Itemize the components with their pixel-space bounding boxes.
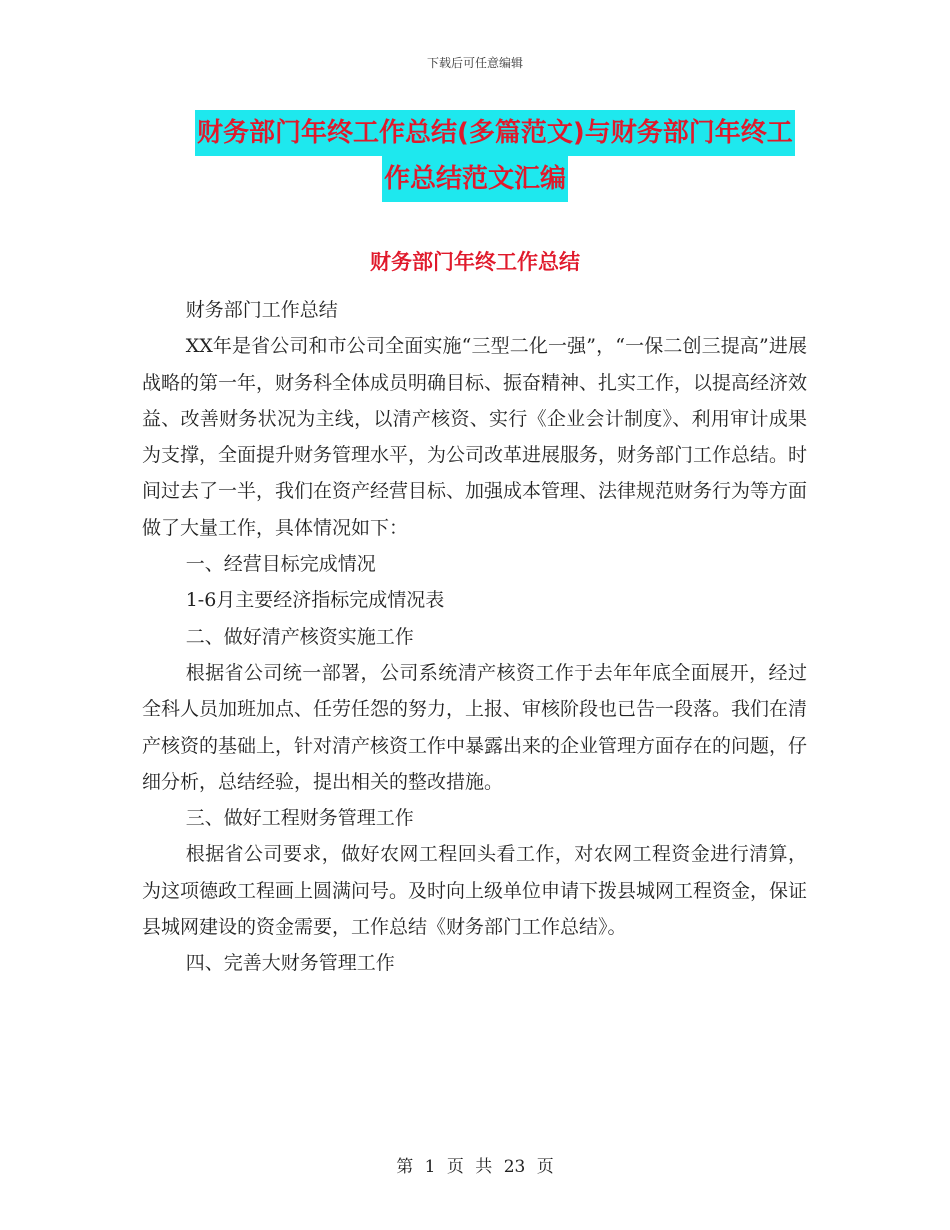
paragraph: XX年是省公司和市公司全面实施“三型二化一强”，“一保二创三提高”进展战略的第一年，财务科全体成员明确目标、振奋精神、扎实工作，以提高经济效益、改善财务状况为主线，以清产核资、实行《企业会计制度》、利用审计成果为支撑，全面提升财务管理水平，为公司改革进展服务，财务部门工作总结。时间过去了一半，我们在资产经营目标、加强成本管理、法律规范财务行为等方面做了大量工作，具体情况如下： — [142, 335, 808, 539]
paragraph: 根据省公司要求，做好农网工程回头看工作，对农网工程资金进行清算，为这项德政工程画上圆满问号。及时向上级单位申请下拨县城网工程资金，保证县城网建设的资金需要，工作总结《财务部门工作总结》。 — [142, 843, 808, 939]
paragraph: 根据省公司统一部署，公司系统清产核资工作于去年年底全面展开，经过全科人员加班加点、任劳任怨的努力，上报、审核阶段也已告一段落。我们在清产核资的基础上，针对清产核资工作中暴露出来的企业管理方面存在的问题，仔细分析，总结经验，提出相关的整改措施。 — [142, 661, 808, 793]
paragraph-heading: 二、做好清产核资实施工作 — [185, 625, 414, 648]
document-title-line-1: 财务部门年终工作总结(多篇范文)与财务部门年终工 — [195, 110, 795, 156]
paragraph-heading: 财务部门工作总结 — [185, 299, 338, 321]
paragraph-heading: 三、做好工程财务管理工作 — [185, 807, 414, 830]
section-title: 财务部门年终工作总结 — [370, 250, 580, 274]
document-title-line-2: 作总结范文汇编 — [382, 156, 568, 202]
paragraph-heading: 一、经营目标完成情况 — [185, 553, 376, 576]
page-number: 第 1 页 共 23 页 — [396, 1157, 554, 1177]
document-title — [140, 110, 810, 202]
paragraph: 1-6月主要经济指标完成情况表 — [185, 589, 445, 612]
paragraph-heading: 四、完善大财务管理工作 — [185, 952, 395, 975]
header-note: 下载后可任意编辑 — [426, 56, 523, 70]
body-text — [142, 292, 807, 982]
